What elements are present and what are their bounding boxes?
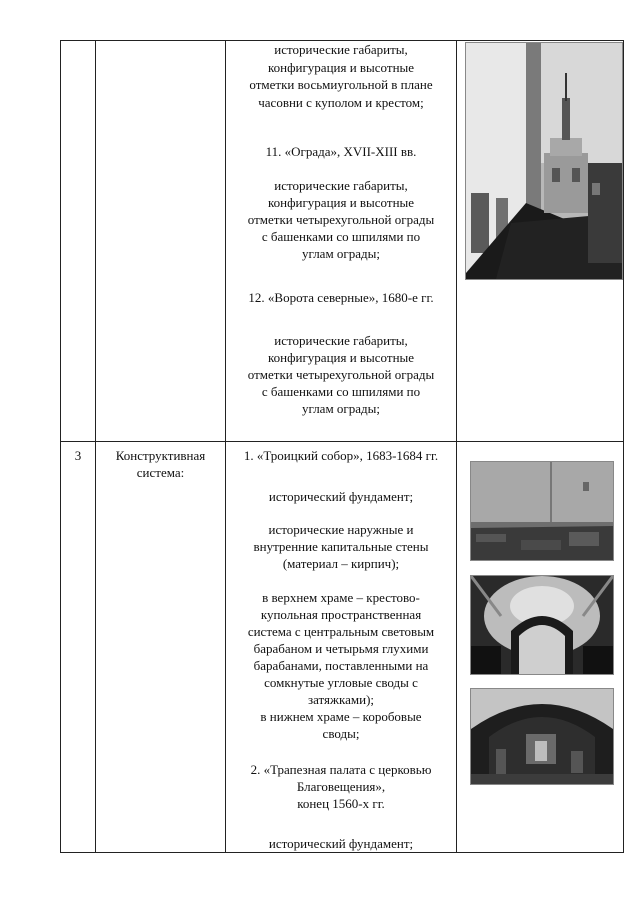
text-line: конфигурация и высотные <box>267 60 415 75</box>
text-line: сомкнутые угловые своды с <box>264 675 418 690</box>
text-line: углам ограды; <box>302 246 380 261</box>
text-line: углам ограды; <box>302 401 380 416</box>
text-line: исторический фундамент; <box>268 489 414 504</box>
text-line: исторические габариты, <box>274 178 408 193</box>
text-line: отметки четырехугольной ограды <box>247 212 435 227</box>
row-number: 3 <box>74 448 82 463</box>
text-line: в верхнем храме – крестово- <box>262 590 420 605</box>
text-line: исторические габариты, <box>274 42 408 57</box>
row-divider <box>60 441 624 442</box>
row-category: Конструктивная <box>115 448 206 463</box>
col-divider-1 <box>95 40 96 853</box>
text-line: (материал – кирпич); <box>282 556 400 571</box>
foundation-wall-photo <box>470 461 614 561</box>
item-2-heading: конец 1560-х гг. <box>297 796 385 811</box>
item-2-heading: 2. «Трапезная палата с церковью <box>250 762 432 777</box>
text-line: затяжками); <box>307 692 375 707</box>
text-line: с башенками со шпилями по <box>261 384 421 399</box>
text-line: в нижнем храме – коробовые <box>260 709 422 724</box>
text-line: барабанами, поставленными на <box>253 658 429 673</box>
text-line: отметки четырехугольной ограды <box>247 367 435 382</box>
table-border-top <box>60 40 624 41</box>
table-border-right <box>623 40 624 853</box>
item-2-heading: Благовещения», <box>296 779 386 794</box>
col-divider-2 <box>225 40 226 853</box>
text-line: часовни с куполом и крестом; <box>258 95 424 110</box>
text-line: с башенками со шпилями по <box>261 229 421 244</box>
text-line: внутренние капитальные стены <box>253 539 429 554</box>
vault-interior-photo <box>470 688 614 785</box>
text-line: исторический фундамент; <box>268 836 414 851</box>
text-line: барабаном и четырьмя глухими <box>253 641 429 656</box>
text-line: купольная пространственная <box>260 607 422 622</box>
text-line: конфигурация и высотные <box>267 350 415 365</box>
text-line: конфигурация и высотные <box>267 195 415 210</box>
text-line: своды; <box>322 726 360 741</box>
dome-interior-photo <box>470 575 614 675</box>
table-border-left <box>60 40 61 853</box>
text-line: отметки восьмиугольной в плане <box>249 77 433 92</box>
text-line: исторические габариты, <box>274 333 408 348</box>
text-line: система с центральным световым <box>247 624 435 639</box>
item-11-heading: 11. «Ограда», XVII-XIII вв. <box>265 144 417 159</box>
col-divider-3 <box>456 40 457 853</box>
item-12-heading: 12. «Ворота северные», 1680-е гг. <box>248 290 434 305</box>
item-1-heading: 1. «Троицкий собор», 1683-1684 гг. <box>243 448 439 463</box>
church-tower-photo <box>465 42 623 280</box>
text-line: исторические наружные и <box>268 522 414 537</box>
row-category: система: <box>136 465 185 480</box>
